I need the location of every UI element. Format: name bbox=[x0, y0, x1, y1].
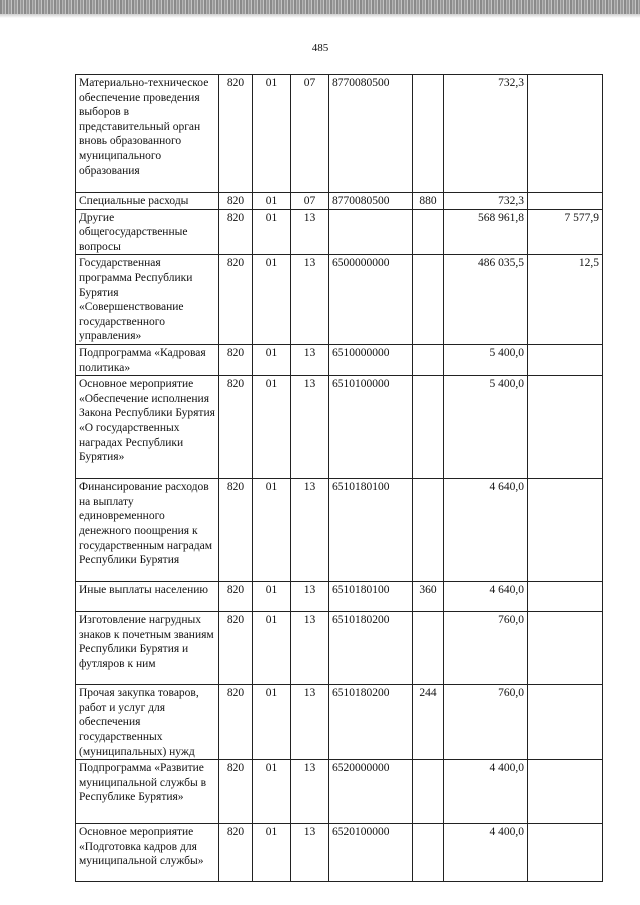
row-name: Подпрограмма «Развитие муниципальной службы в Республике Бурятия» bbox=[76, 760, 219, 824]
row-name: Прочая закупка товаров, работ и услуг для обеспечения государственных (муниципальных) нужд bbox=[76, 685, 219, 760]
amount: 732,3 bbox=[444, 75, 528, 193]
table-row bbox=[76, 824, 603, 882]
amount: 760,0 bbox=[444, 612, 528, 685]
table-row bbox=[76, 255, 603, 345]
target-article: 6510100000 bbox=[329, 376, 413, 479]
ministry-code: 820 bbox=[219, 344, 253, 375]
target-article: 8770080500 bbox=[329, 75, 413, 193]
amount: 732,3 bbox=[444, 193, 528, 210]
target-article: 6510180200 bbox=[329, 612, 413, 685]
target-article: 6500000000 bbox=[329, 255, 413, 345]
budget-table bbox=[75, 74, 603, 882]
table-row bbox=[76, 75, 603, 193]
amount: 4 640,0 bbox=[444, 582, 528, 612]
section-code: 01 bbox=[253, 209, 291, 255]
extra-amount bbox=[528, 685, 603, 760]
ministry-code: 820 bbox=[219, 209, 253, 255]
extra-amount: 12,5 bbox=[528, 255, 603, 345]
ministry-code: 820 bbox=[219, 193, 253, 210]
expense-type bbox=[413, 255, 444, 345]
row-name: Специальные расходы bbox=[76, 193, 219, 210]
section-code: 01 bbox=[253, 760, 291, 824]
extra-amount bbox=[528, 376, 603, 479]
target-article bbox=[329, 209, 413, 255]
amount: 5 400,0 bbox=[444, 376, 528, 479]
scan-edge bbox=[0, 0, 640, 14]
subsection-code: 13 bbox=[291, 760, 329, 824]
row-name: Изготовление нагрудных знаков к почетным званиям Республики Бурятия и футляров к ним bbox=[76, 612, 219, 685]
amount: 4 400,0 bbox=[444, 760, 528, 824]
ministry-code: 820 bbox=[219, 582, 253, 612]
subsection-code: 07 bbox=[291, 193, 329, 210]
row-name: Другие общегосударственные вопросы bbox=[76, 209, 219, 255]
table-row bbox=[76, 479, 603, 582]
subsection-code: 13 bbox=[291, 612, 329, 685]
expense-type bbox=[413, 209, 444, 255]
expense-type bbox=[413, 376, 444, 479]
section-code: 01 bbox=[253, 582, 291, 612]
extra-amount bbox=[528, 344, 603, 375]
ministry-code: 820 bbox=[219, 685, 253, 760]
row-name: Основное мероприятие «Подготовка кадров для муниципальной службы» bbox=[76, 824, 219, 882]
target-article: 6520100000 bbox=[329, 824, 413, 882]
extra-amount bbox=[528, 824, 603, 882]
expense-type bbox=[413, 75, 444, 193]
subsection-code: 13 bbox=[291, 824, 329, 882]
row-name: Государственная программа Республики Бурятия «Совершенствование государственного управления» bbox=[76, 255, 219, 345]
subsection-code: 13 bbox=[291, 582, 329, 612]
target-article: 6520000000 bbox=[329, 760, 413, 824]
target-article: 6510000000 bbox=[329, 344, 413, 375]
table-row bbox=[76, 582, 603, 612]
expense-type bbox=[413, 824, 444, 882]
section-code: 01 bbox=[253, 685, 291, 760]
expense-type bbox=[413, 760, 444, 824]
subsection-code: 13 bbox=[291, 255, 329, 345]
extra-amount: 7 577,9 bbox=[528, 209, 603, 255]
subsection-code: 13 bbox=[291, 685, 329, 760]
section-code: 01 bbox=[253, 376, 291, 479]
section-code: 01 bbox=[253, 344, 291, 375]
subsection-code: 13 bbox=[291, 479, 329, 582]
target-article: 6510180100 bbox=[329, 582, 413, 612]
amount: 4 640,0 bbox=[444, 479, 528, 582]
ministry-code: 820 bbox=[219, 75, 253, 193]
expense-type: 360 bbox=[413, 582, 444, 612]
section-code: 01 bbox=[253, 824, 291, 882]
row-name: Материально-техническое обеспечение проведения выборов в представительный орган вновь образованного муниципального образования bbox=[76, 75, 219, 193]
scan-edge-fade bbox=[0, 14, 640, 18]
subsection-code: 07 bbox=[291, 75, 329, 193]
extra-amount bbox=[528, 612, 603, 685]
section-code: 01 bbox=[253, 193, 291, 210]
extra-amount bbox=[528, 75, 603, 193]
page-number: 485 bbox=[311, 42, 329, 54]
ministry-code: 820 bbox=[219, 612, 253, 685]
table-row bbox=[76, 612, 603, 685]
subsection-code: 13 bbox=[291, 344, 329, 375]
ministry-code: 820 bbox=[219, 824, 253, 882]
amount: 568 961,8 bbox=[444, 209, 528, 255]
row-name: Основное мероприятие «Обеспечение исполнения Закона Республики Бурятия «О государственных наградах Республики Бурятия» bbox=[76, 376, 219, 479]
row-name: Финансирование расходов на выплату единовременного денежного поощрения к государственным наградам Республики Бурятия bbox=[76, 479, 219, 582]
subsection-code: 13 bbox=[291, 209, 329, 255]
target-article: 6510180200 bbox=[329, 685, 413, 760]
target-article: 8770080500 bbox=[329, 193, 413, 210]
target-article: 6510180100 bbox=[329, 479, 413, 582]
expense-type bbox=[413, 344, 444, 375]
expense-type: 880 bbox=[413, 193, 444, 210]
expense-type: 244 bbox=[413, 685, 444, 760]
expense-type bbox=[413, 612, 444, 685]
ministry-code: 820 bbox=[219, 479, 253, 582]
amount: 760,0 bbox=[444, 685, 528, 760]
amount: 5 400,0 bbox=[444, 344, 528, 375]
subsection-code: 13 bbox=[291, 376, 329, 479]
row-name: Иные выплаты населению bbox=[76, 582, 219, 612]
extra-amount bbox=[528, 479, 603, 582]
table-row bbox=[76, 376, 603, 479]
section-code: 01 bbox=[253, 255, 291, 345]
extra-amount bbox=[528, 193, 603, 210]
table-row bbox=[76, 760, 603, 824]
row-name: Подпрограмма «Кадровая политика» bbox=[76, 344, 219, 375]
ministry-code: 820 bbox=[219, 255, 253, 345]
amount: 486 035,5 bbox=[444, 255, 528, 345]
section-code: 01 bbox=[253, 75, 291, 193]
table-row bbox=[76, 685, 603, 760]
expense-type bbox=[413, 479, 444, 582]
section-code: 01 bbox=[253, 612, 291, 685]
ministry-code: 820 bbox=[219, 760, 253, 824]
table-row bbox=[76, 209, 603, 255]
table-row bbox=[76, 344, 603, 375]
ministry-code: 820 bbox=[219, 376, 253, 479]
extra-amount bbox=[528, 760, 603, 824]
extra-amount bbox=[528, 582, 603, 612]
amount: 4 400,0 bbox=[444, 824, 528, 882]
section-code: 01 bbox=[253, 479, 291, 582]
table-row bbox=[76, 193, 603, 210]
